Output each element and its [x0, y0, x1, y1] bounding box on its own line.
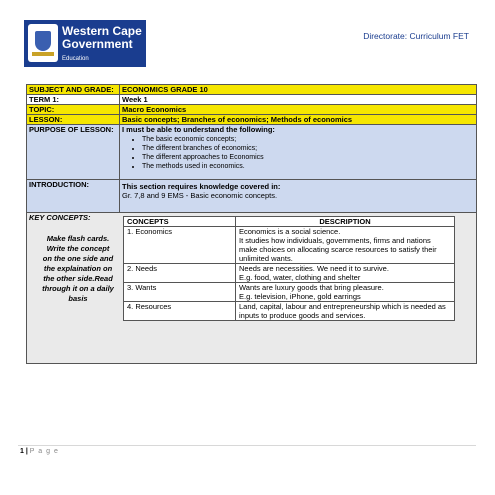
- purpose-row: [27, 125, 477, 180]
- purpose-content: [120, 125, 477, 180]
- flash-card-instruction: Make flash cards. Write the concept on the one side and the explaination on the other side.Read through it on a daily basis: [42, 234, 114, 303]
- coat-of-arms-icon: [28, 24, 58, 62]
- topic-row: [27, 105, 477, 115]
- purpose-label: PURPOSE OF LESSON:: [27, 125, 120, 180]
- term-row: [27, 95, 477, 105]
- lesson-value: Basic concepts; Branches of economics; Methods of economics: [120, 115, 477, 125]
- page-separator: |: [25, 448, 28, 455]
- wcg-logo: [24, 20, 146, 67]
- subject-label: SUBJECT AND GRADE:: [27, 85, 120, 95]
- page-footer: [20, 448, 59, 455]
- concepts-table: [123, 216, 455, 321]
- term-label: TERM 1:: [27, 95, 120, 105]
- introduction-lead: This section requires knowledge covered in:: [122, 182, 281, 191]
- introduction-label: INTRODUCTION:: [27, 180, 120, 213]
- purpose-list: [122, 135, 474, 171]
- table-row: [124, 227, 455, 264]
- concepts-header: CONCEPTS: [124, 217, 236, 227]
- key-concepts-row: [27, 213, 477, 364]
- purpose-item: • The methods used in economics.: [142, 162, 474, 171]
- purpose-item: • The different approaches to Economics: [142, 153, 474, 162]
- footer-divider: [18, 445, 476, 446]
- concepts-header-row: [124, 217, 455, 227]
- concept-name: 1. Economics: [124, 227, 236, 264]
- logo-sub: Education: [62, 56, 89, 62]
- purpose-item: • The different branches of economics;: [142, 144, 474, 153]
- lesson-plan-table: [26, 84, 477, 364]
- concept-name: 2. Needs: [124, 264, 236, 283]
- lesson-row: [27, 115, 477, 125]
- directorate-label: Directorate: Curriculum FET: [363, 31, 469, 41]
- key-concepts-cell: [27, 213, 477, 364]
- logo-name: Western Cape Government: [62, 24, 142, 51]
- concept-description: Wants are luxury goods that bring pleasure. E.g. television, iPhone, gold earrings: [236, 283, 455, 302]
- topic-value: Macro Economics: [120, 105, 477, 115]
- purpose-item: • The basic economic concepts;: [142, 135, 474, 144]
- page-number: 1: [20, 448, 24, 455]
- table-row: [124, 264, 455, 283]
- table-row: [124, 302, 455, 321]
- introduction-text: Gr. 7,8 and 9 EMS - Basic economic concepts.: [122, 191, 278, 200]
- description-header: DESCRIPTION: [236, 217, 455, 227]
- table-row: [124, 283, 455, 302]
- concept-description: Land, capital, labour and entrepreneurship which is needed as inputs to produce goods and services.: [236, 302, 455, 321]
- concept-name: 3. Wants: [124, 283, 236, 302]
- introduction-row: [27, 180, 477, 213]
- concept-description: Needs are necessities. We need it to survive. E.g. food, water, clothing and shelter: [236, 264, 455, 283]
- term-value: Week 1: [120, 95, 477, 105]
- page-word: P a g e: [29, 448, 59, 455]
- concept-description: Economics is a social science. It studies how individuals, governments, firms and nations make choices on allocating scarce resources to satisfy their unlimited wants.: [236, 227, 455, 264]
- subject-value: ECONOMICS GRADE 10: [120, 85, 477, 95]
- concept-name: 4. Resources: [124, 302, 236, 321]
- purpose-lead: I must be able to understand the following:: [122, 125, 275, 134]
- topic-label: TOPIC:: [27, 105, 120, 115]
- lesson-label: LESSON:: [27, 115, 120, 125]
- key-concepts-label: KEY CONCEPTS:: [29, 213, 91, 222]
- subject-row: [27, 85, 477, 95]
- introduction-content: [120, 180, 477, 213]
